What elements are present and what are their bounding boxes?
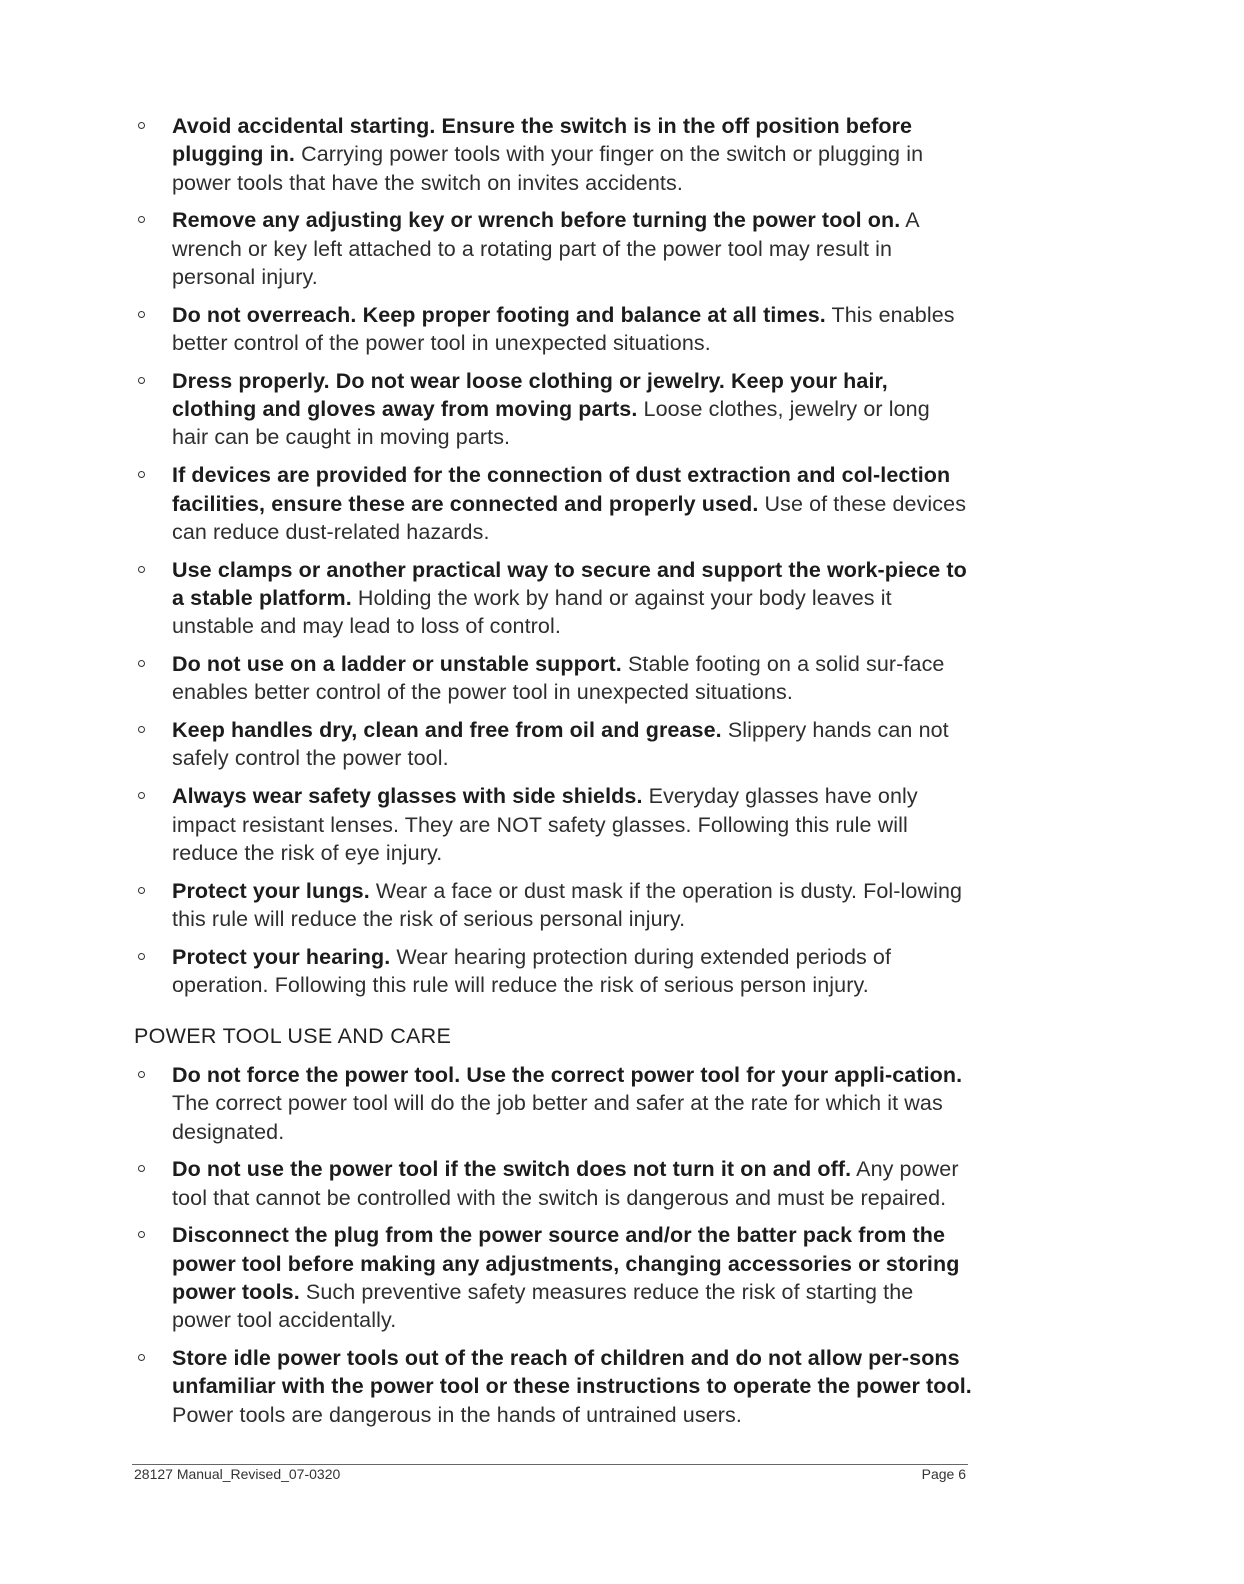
item-body: Loose clothes, jewelry or long hair can be caught in moving parts.	[172, 397, 930, 450]
item-lead: Remove any adjusting key or wrench before turning the power tool on.	[172, 208, 901, 233]
bullet-icon	[138, 1071, 145, 1078]
item-lead: Disconnect the plug from the power source and/or the batter pack from the power tool before making any adjustments, changing accessories or storing power tools.	[172, 1223, 960, 1305]
bullet-icon	[138, 566, 145, 573]
item-lead: Always wear safety glasses with side shields.	[172, 784, 643, 809]
item-lead: Keep handles dry, clean and free from oil and grease.	[172, 718, 722, 743]
list-item	[132, 1155, 972, 1212]
item-body: Everyday glasses have only impact resistant lenses. They are NOT safety glasses. Following this rule will reduce the risk of eye injury.	[172, 784, 918, 865]
bullet-icon	[138, 216, 145, 223]
list-item	[132, 461, 972, 546]
list-item	[132, 1344, 972, 1429]
bullet-icon	[138, 377, 145, 384]
item-lead: Do not use the power tool if the switch does not turn it on and off.	[172, 1157, 852, 1182]
bullet-icon	[138, 660, 145, 667]
item-lead: Do not overreach. Keep proper footing and balance at all times.	[172, 302, 826, 327]
section-heading: POWER TOOL USE AND CARE	[134, 1024, 452, 1048]
list-item	[132, 556, 972, 641]
item-body: Holding the work by hand or against your body leaves it unstable and may lead to loss of control.	[172, 585, 892, 639]
list-item	[132, 1221, 972, 1334]
list-item	[132, 206, 972, 291]
list-item	[132, 367, 972, 452]
item-body: Slippery hands can not safely control the power tool.	[172, 718, 949, 771]
item-lead: Store idle power tools out of the reach of children and do not allow per-sons unfamiliar with the power tool or these instructions to operate the power tool.	[172, 1346, 972, 1399]
footer-divider	[132, 1464, 968, 1465]
bullet-icon	[138, 953, 145, 960]
item-body: The correct power tool will do the job better and safer at the rate for which it was designated.	[172, 1091, 943, 1144]
list-item	[132, 1061, 972, 1146]
item-body: Use of these devices can reduce dust-related hazards.	[172, 491, 967, 544]
item-lead: If devices are provided for the connection of dust extraction and col-lection facilities, ensure these are connected and properly used.	[172, 463, 951, 516]
footer-document-id: 28127 Manual_Revised_07-0320	[134, 1466, 341, 1482]
item-lead: Do not force the power tool. Use the correct power tool for your appli-cation.	[172, 1063, 963, 1087]
item-lead: Dress properly. Do not wear loose clothing or jewelry. Keep your hair, clothing and gloves away from moving parts.	[172, 368, 888, 422]
item-lead: Do not use on a ladder or unstable support.	[172, 652, 622, 677]
item-body: This enables better control of the power tool in unexpected situations.	[172, 302, 955, 356]
item-lead: Use clamps or another practical way to secure and support the work-piece to a stable platform.	[172, 557, 967, 610]
item-body: Stable footing on a solid sur-face enables better control of the power tool in unexpected situations.	[172, 652, 945, 705]
care-list	[132, 1061, 972, 1439]
item-body: Any power tool that cannot be controlled with the switch is dangerous and must be repaired.	[172, 1157, 959, 1210]
footer-page-number: Page 6	[921, 1466, 966, 1482]
bullet-icon	[138, 887, 145, 894]
bullet-icon	[138, 726, 145, 733]
list-item	[132, 112, 972, 197]
list-item	[132, 716, 972, 773]
list-item	[132, 782, 972, 867]
bullet-icon	[138, 471, 145, 478]
bullet-icon	[138, 1354, 145, 1361]
item-body: Wear a face or dust mask if the operation is dusty. Fol-lowing this rule will reduce the risk of serious personal injury.	[172, 878, 963, 931]
item-lead: Protect your hearing.	[172, 944, 391, 969]
list-item	[132, 301, 972, 358]
item-lead: Protect your lungs.	[172, 878, 370, 903]
bullet-icon	[138, 1165, 145, 1172]
item-body: Such preventive safety measures reduce the risk of starting the power tool accidentally.	[172, 1280, 914, 1333]
bullet-icon	[138, 311, 145, 318]
list-item	[132, 877, 972, 934]
item-body: Wear hearing protection during extended periods of operation. Following this rule will reduce the risk of serious person injury.	[172, 944, 892, 998]
item-body: Power tools are dangerous in the hands of untrained users.	[172, 1402, 742, 1427]
safety-list	[132, 112, 972, 1009]
bullet-icon	[138, 122, 145, 129]
bullet-icon	[138, 792, 145, 799]
item-body: Carrying power tools with your finger on the switch or plugging in power tools that have the switch on invites accidents.	[172, 142, 924, 195]
list-item	[132, 943, 972, 1000]
list-item	[132, 650, 972, 707]
bullet-icon	[138, 1231, 145, 1238]
item-body: A wrench or key left attached to a rotating part of the power tool may result in personal injury.	[172, 208, 919, 289]
item-lead: Avoid accidental starting. Ensure the switch is in the off position before plugging in.	[172, 114, 913, 167]
